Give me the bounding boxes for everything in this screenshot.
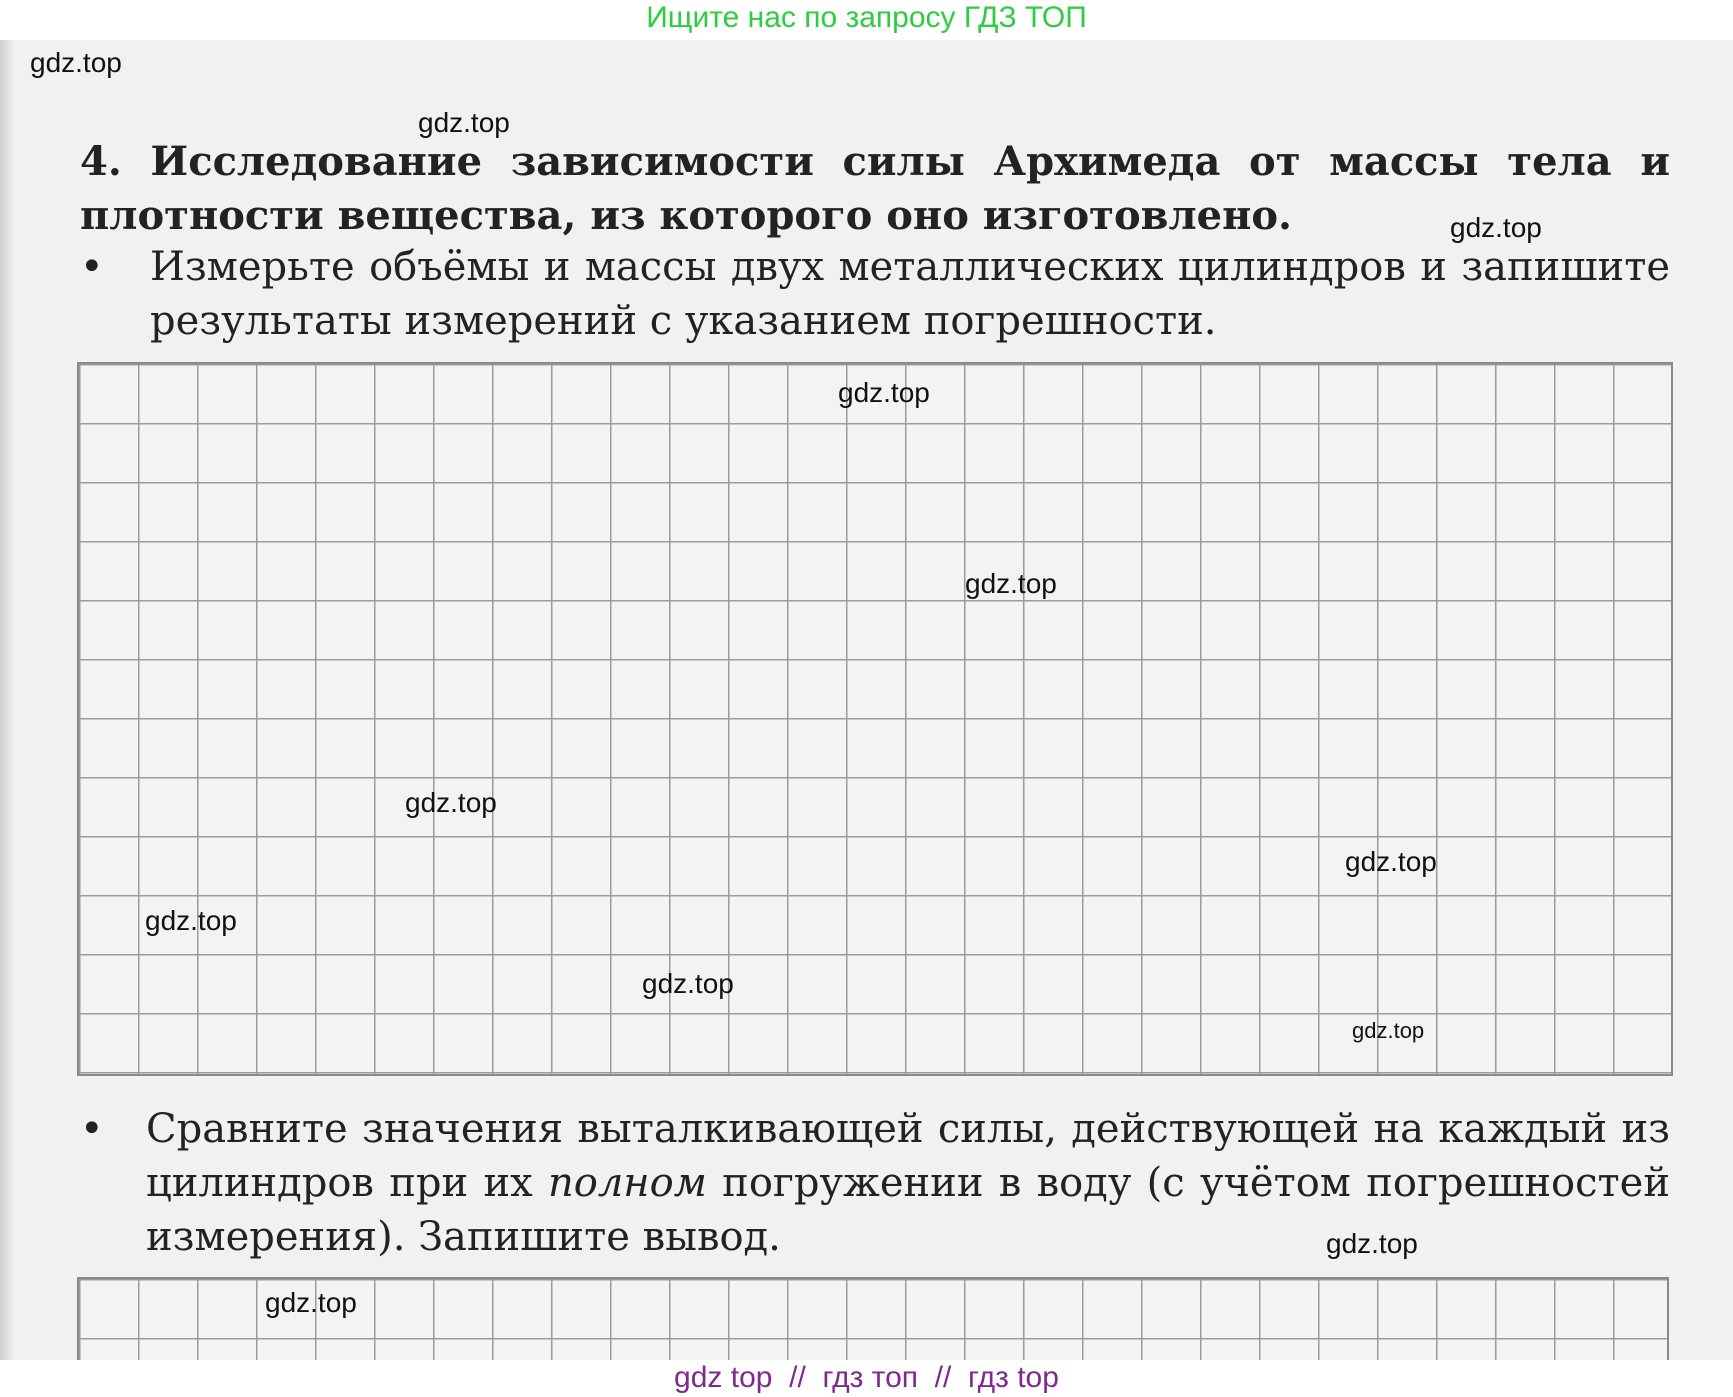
bottom-banner-separator: // bbox=[772, 1361, 823, 1394]
answer-grid-measurements bbox=[77, 362, 1673, 1076]
bullet-dot: • bbox=[80, 1106, 104, 1152]
watermark: gdz.top bbox=[1352, 1018, 1425, 1043]
watermark: gdz.top bbox=[30, 47, 122, 78]
bullet-measure-text: Измерьте объёмы и массы двух металлических цилиндров и запишите результаты измерений с указанием погрешности. bbox=[150, 244, 1670, 344]
bullet-compare-emphasis: полном bbox=[547, 1160, 707, 1206]
bottom-banner-link-1[interactable]: gdz top bbox=[674, 1361, 773, 1394]
watermark: gdz.top bbox=[1326, 1228, 1418, 1259]
bullet-compare-text-part2: погружении в воду (с учётом погрешностей измерения). Запишите вывод. bbox=[146, 1160, 1670, 1260]
bottom-banner-link-2[interactable]: гдз топ bbox=[822, 1361, 919, 1394]
watermark: gdz.top bbox=[838, 377, 930, 408]
bottom-banner-link-3[interactable]: гдз top bbox=[968, 1361, 1059, 1394]
watermark: gdz.top bbox=[405, 787, 497, 818]
task-heading: 4. Исследование зависимости силы Архимеда от массы тела и плотности вещества, из которого оно изготовлено. bbox=[80, 138, 1670, 239]
top-banner: Ищите нас по запросу ГДЗ ТОП bbox=[0, 0, 1733, 40]
bullet-dot: • bbox=[80, 244, 104, 290]
page-edge-shadow bbox=[0, 40, 14, 1360]
watermark: gdz.top bbox=[1450, 212, 1542, 243]
bullet-compare-text-part1: Сравните значения выталкивающей силы, действующей на каждый из цилиндров при их bbox=[146, 1106, 1670, 1206]
watermark: gdz.top bbox=[1345, 846, 1437, 877]
watermark: gdz.top bbox=[145, 905, 237, 936]
watermark: gdz.top bbox=[418, 107, 510, 138]
bullet-compare-text bbox=[146, 1102, 1670, 1264]
watermark: gdz.top bbox=[265, 1287, 357, 1318]
watermark: gdz.top bbox=[642, 968, 734, 999]
bullet-compare bbox=[80, 1102, 1670, 1264]
bullet-measure bbox=[80, 240, 1670, 348]
bottom-banner-separator: // bbox=[918, 1361, 969, 1394]
watermark: gdz.top bbox=[965, 568, 1057, 599]
bottom-banner bbox=[0, 1360, 1733, 1397]
